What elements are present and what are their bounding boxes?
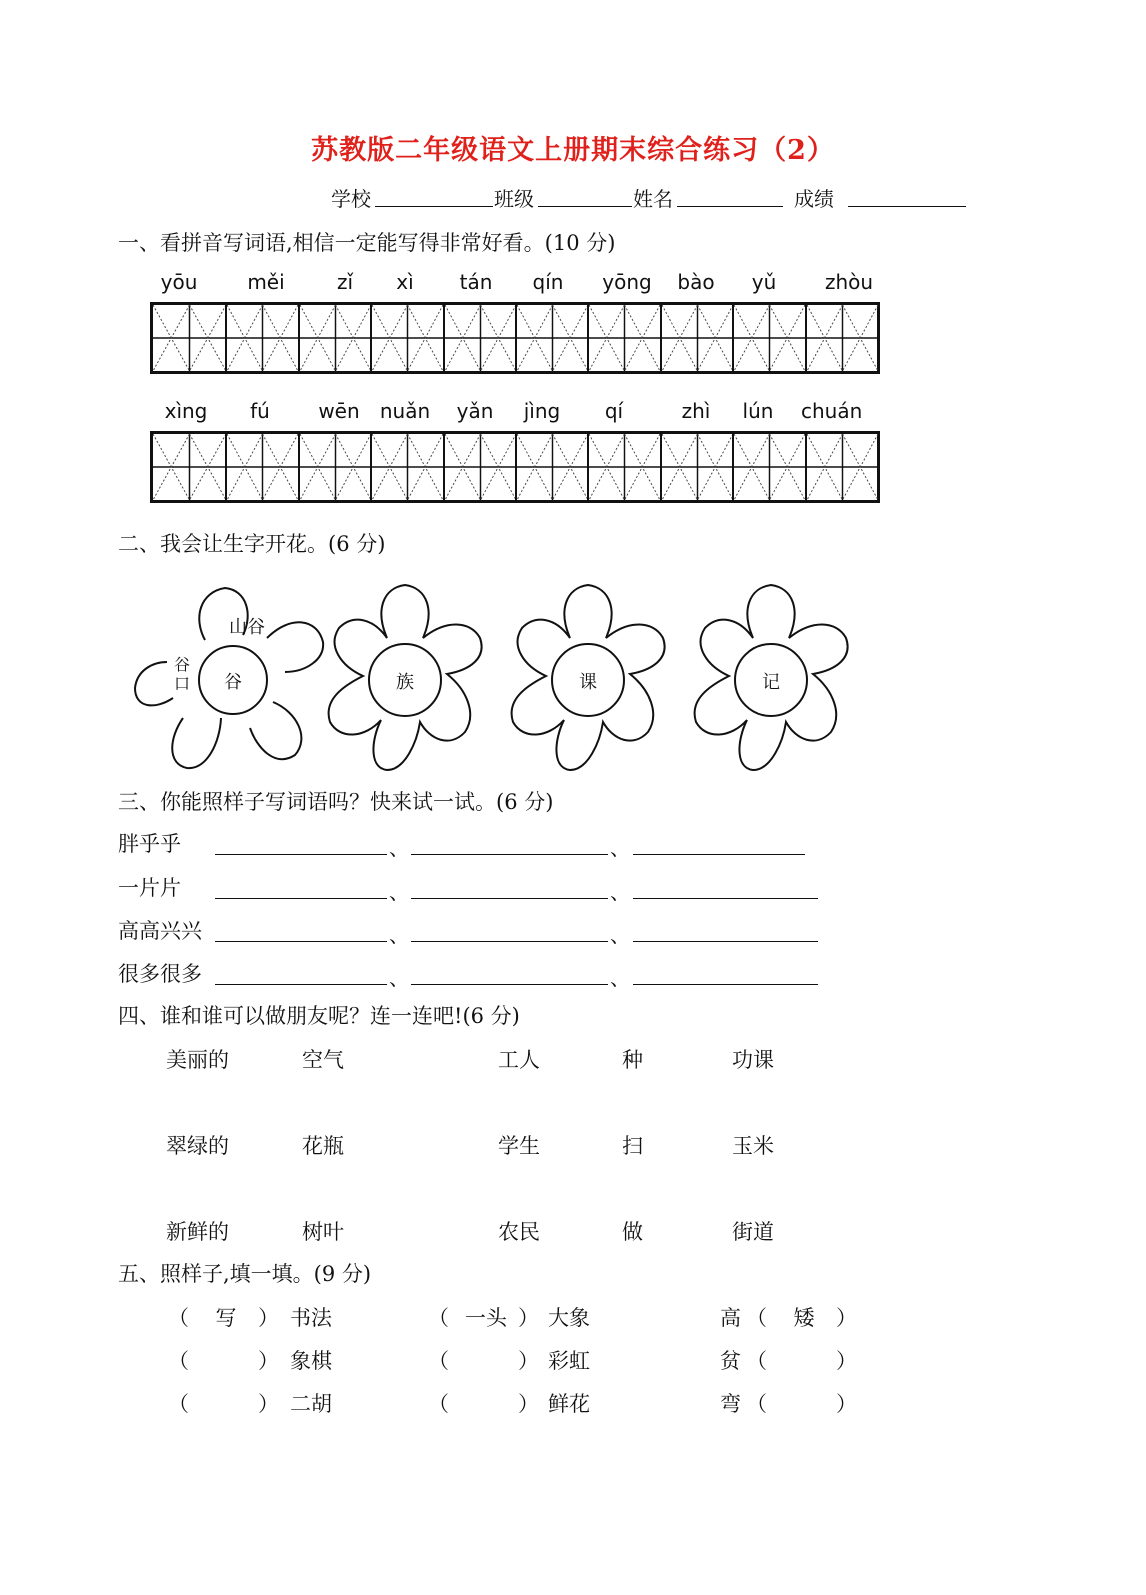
paren-open: （ <box>168 1392 189 1416</box>
q4-match-word[interactable]: 功课 <box>732 1048 774 1072</box>
q4-match-word[interactable]: 学生 <box>498 1134 540 1158</box>
tianzige-cell[interactable] <box>153 305 226 371</box>
paren-open: （ <box>428 1306 449 1330</box>
q3-example-word: 一片片 <box>118 876 181 900</box>
paren-close: ） <box>258 1349 279 1373</box>
tianzige-cell[interactable] <box>225 434 298 500</box>
paren-open: （ <box>428 1392 449 1416</box>
pinyin-syllable: xì <box>396 270 414 294</box>
tianzige-cell[interactable] <box>515 305 588 371</box>
q5-fill-a[interactable]: 写 <box>215 1306 237 1330</box>
q4-match-word[interactable]: 做 <box>622 1220 643 1244</box>
paren-open: （ <box>746 1349 767 1373</box>
flower-2-center[interactable]: 族 <box>396 672 414 693</box>
q3-separator: 、 <box>610 966 630 990</box>
q4-match-word[interactable]: 工人 <box>498 1048 540 1072</box>
q3-answer-blank[interactable] <box>215 852 387 855</box>
pinyin-syllable: lún <box>742 399 774 423</box>
q4-match-word[interactable]: 玉米 <box>732 1134 774 1158</box>
q5-word-b: 鲜花 <box>548 1392 590 1416</box>
page-title: 苏教版二年级语文上册期末综合练习（2） <box>311 135 835 166</box>
q5-word-a: 象棋 <box>290 1349 332 1373</box>
tianzige-cell[interactable] <box>587 305 660 371</box>
pinyin-row-2 <box>0 399 1146 427</box>
tianzige-cell[interactable] <box>370 434 443 500</box>
school-label: 学校 <box>331 187 371 211</box>
paren-close: ） <box>518 1306 539 1330</box>
q5-fill-c[interactable]: 矮 <box>793 1306 815 1330</box>
paren-open: （ <box>168 1349 189 1373</box>
q4-match-word[interactable]: 农民 <box>498 1220 540 1244</box>
q5-word-a: 书法 <box>290 1306 332 1330</box>
pinyin-syllable: qí <box>604 399 624 423</box>
q3-answer-blank[interactable] <box>215 939 387 942</box>
q4-match-word[interactable]: 美丽的 <box>166 1048 229 1072</box>
q5-word-c: 贫 <box>720 1349 741 1373</box>
q3-separator: 、 <box>610 880 630 904</box>
pinyin-syllable: měi <box>247 270 285 294</box>
q3-answer-blank[interactable] <box>215 896 387 899</box>
q3-answer-blank[interactable] <box>633 852 805 855</box>
q4-match-word[interactable]: 种 <box>622 1048 643 1072</box>
writing-grid-1[interactable] <box>150 302 880 374</box>
q5-word-b: 彩虹 <box>548 1349 590 1373</box>
q5-heading: 五、照样子,填一填。(9 分) <box>118 1262 372 1286</box>
q5-word-a: 二胡 <box>290 1392 332 1416</box>
tianzige-cell[interactable] <box>732 434 805 500</box>
pinyin-syllable: bào <box>677 270 715 294</box>
q3-answer-blank[interactable] <box>633 896 818 899</box>
pinyin-syllable: jìng <box>523 399 561 423</box>
q3-example-word: 胖乎乎 <box>118 832 181 856</box>
class-blank[interactable] <box>538 186 632 207</box>
q3-separator: 、 <box>389 966 409 990</box>
pinyin-syllable: chuán <box>801 399 863 423</box>
pinyin-syllable: wēn <box>318 399 360 423</box>
paren-close: ） <box>836 1349 857 1373</box>
score-blank[interactable] <box>848 186 966 207</box>
pinyin-syllable: yōu <box>160 270 198 294</box>
q4-match-word[interactable]: 树叶 <box>302 1220 344 1244</box>
paren-open: （ <box>746 1392 767 1416</box>
q3-example-word: 很多很多 <box>118 962 202 986</box>
tianzige-cell[interactable] <box>370 305 443 371</box>
pinyin-syllable: yǎn <box>456 399 494 423</box>
school-blank[interactable] <box>375 186 493 207</box>
paren-close: ） <box>836 1306 857 1330</box>
tianzige-cell[interactable] <box>732 305 805 371</box>
pinyin-syllable: qín <box>532 270 564 294</box>
tianzige-cell[interactable] <box>587 434 660 500</box>
flower-1-example-1: 山谷 <box>229 617 265 638</box>
q4-heading: 四、谁和谁可以做朋友呢？连一连吧!(6 分) <box>118 1004 520 1028</box>
q3-separator: 、 <box>610 836 630 860</box>
q5-word-b: 大象 <box>548 1306 590 1330</box>
paren-close: ） <box>258 1306 279 1330</box>
score-label: 成绩 <box>794 187 834 211</box>
q3-answer-blank[interactable] <box>411 896 608 899</box>
tianzige-cell[interactable] <box>660 434 733 500</box>
tianzige-cell[interactable] <box>805 434 878 500</box>
q3-answer-blank[interactable] <box>215 982 387 985</box>
q4-match-word[interactable]: 翠绿的 <box>166 1134 229 1158</box>
q5-word-c: 弯 <box>720 1392 741 1416</box>
q3-separator: 、 <box>389 880 409 904</box>
paren-close: ） <box>518 1392 539 1416</box>
q3-heading: 三、你能照样子写词语吗？快来试一试。(6 分) <box>118 790 554 814</box>
paren-close: ） <box>836 1392 857 1416</box>
paren-open: （ <box>746 1306 767 1330</box>
pinyin-row-1 <box>0 270 1146 298</box>
tianzige-cell[interactable] <box>153 434 226 500</box>
paren-close: ） <box>518 1349 539 1373</box>
q4-match-word[interactable]: 空气 <box>302 1048 344 1072</box>
pinyin-syllable: yǔ <box>751 270 777 294</box>
name-blank[interactable] <box>677 186 783 207</box>
q2-heading: 二、我会让生字开花。(6 分) <box>118 532 386 556</box>
q3-example-word: 高高兴兴 <box>118 919 202 943</box>
tianzige-cell[interactable] <box>443 434 516 500</box>
writing-grid-2[interactable] <box>150 431 880 503</box>
pinyin-syllable: yōng <box>602 270 652 294</box>
pinyin-syllable: fú <box>250 399 270 423</box>
q5-fill-b[interactable]: 一头 <box>465 1306 507 1330</box>
q1-heading: 一、看拼音写词语,相信一定能写得非常好看。(10 分) <box>118 231 616 255</box>
tianzige-cell[interactable] <box>298 434 371 500</box>
pinyin-syllable: tán <box>459 270 493 294</box>
flower-1-example-2: 谷口 <box>174 655 191 693</box>
pinyin-syllable: xìng <box>164 399 208 423</box>
q3-answer-blank[interactable] <box>411 939 608 942</box>
flower-4-center[interactable]: 记 <box>762 672 780 693</box>
q3-separator: 、 <box>389 836 409 860</box>
q3-separator: 、 <box>389 923 409 947</box>
tianzige-cell[interactable] <box>443 305 516 371</box>
tianzige-cell[interactable] <box>515 434 588 500</box>
paren-close: ） <box>258 1392 279 1416</box>
q4-match-word[interactable]: 花瓶 <box>302 1134 344 1158</box>
name-label: 姓名 <box>633 187 673 211</box>
tianzige-cell[interactable] <box>298 305 371 371</box>
q4-match-word[interactable]: 新鲜的 <box>166 1220 229 1244</box>
pinyin-syllable: zǐ <box>336 270 354 294</box>
q3-answer-blank[interactable] <box>411 852 608 855</box>
pinyin-syllable: nuǎn <box>379 399 431 423</box>
q5-word-c: 高 <box>720 1306 741 1330</box>
tianzige-cell[interactable] <box>660 305 733 371</box>
q3-answer-blank[interactable] <box>633 982 818 985</box>
pinyin-syllable: zhì <box>681 399 711 423</box>
class-label: 班级 <box>494 187 534 211</box>
flower-1-center: 谷 <box>224 672 242 693</box>
q3-answer-blank[interactable] <box>633 939 818 942</box>
paren-open: （ <box>428 1349 449 1373</box>
tianzige-cell[interactable] <box>805 305 878 371</box>
q4-match-word[interactable]: 扫 <box>622 1134 643 1158</box>
tianzige-cell[interactable] <box>225 305 298 371</box>
q4-match-word[interactable]: 街道 <box>732 1220 774 1244</box>
paren-open: （ <box>168 1306 189 1330</box>
pinyin-syllable: zhòu <box>824 270 874 294</box>
q3-answer-blank[interactable] <box>411 982 608 985</box>
flower-3-center[interactable]: 课 <box>579 672 597 693</box>
q3-separator: 、 <box>610 923 630 947</box>
